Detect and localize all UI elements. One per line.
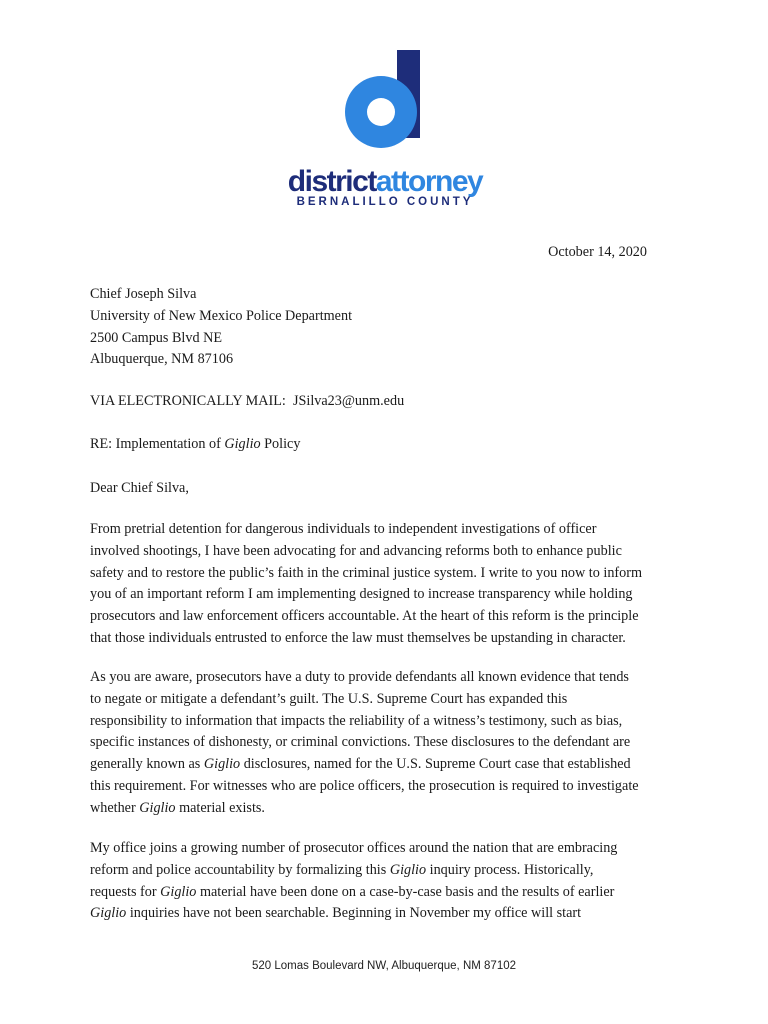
recipient-city: Albuquerque, NM 87106 bbox=[90, 351, 234, 368]
paragraph-line: involved shootings, I have been advocating for and advancing reforms both to enhance public bbox=[90, 542, 622, 559]
paragraph-line: prosecutors and law enforcement officers accountable. At the heart of this reform is the principle bbox=[90, 608, 639, 625]
delivery-label: VIA ELECTRONICALLY MAIL: bbox=[90, 393, 286, 409]
paragraph-line: Giglio inquiries have not been searchable. Beginning in November my office will start bbox=[90, 905, 582, 922]
recipient-name: Chief Joseph Silva bbox=[90, 286, 197, 302]
paragraph-line: you of an important reform I am implementing designed to increase transparency while holding bbox=[90, 586, 633, 603]
paragraph-line: From pretrial detention for dangerous individuals to independent investigations of officer bbox=[90, 521, 597, 537]
recipient-organization: University of New Mexico Police Department bbox=[90, 307, 353, 324]
paragraph-line: reform and police accountability by formalizing this Giglio inquiry process. Historically, bbox=[90, 861, 594, 878]
delivery-line bbox=[90, 391, 404, 413]
salutation: Dear Chief Silva, bbox=[90, 480, 189, 496]
paragraph-line: that those individuals entrusted to enforce the law must themselves be upstanding in character. bbox=[90, 629, 626, 646]
paragraph-line: safety and to restore the public’s faith in the criminal justice system. I write to you now to inform bbox=[90, 564, 643, 581]
subject-line: RE: Implementation of Giglio Policy bbox=[90, 436, 301, 452]
footer-address: 520 Lomas Boulevard NW, Albuquerque, NM 87102 bbox=[251, 960, 517, 972]
paragraph-line: generally known as Giglio disclosures, named for the U.S. Supreme Court case that established bbox=[90, 756, 631, 773]
body-paragraph-2 bbox=[90, 667, 690, 820]
recipient-email: JSilva23@unm.edu bbox=[292, 393, 405, 409]
paragraph-line: My office joins a growing number of prosecutor offices around the nation that are embracing bbox=[90, 840, 618, 856]
district-attorney-logo bbox=[280, 50, 490, 215]
logo-wordmark: districtattorney bbox=[287, 165, 483, 198]
recipient-address bbox=[90, 284, 680, 371]
logo-county-name: BERNALILLO COUNTY bbox=[296, 196, 474, 208]
paragraph-line: responsibility to information that impacts the reliability of a witness’s testimony, such as bias, bbox=[90, 712, 623, 729]
paragraph-line: specific instances of dishonesty, or criminal convictions. These disclosures to the defendant are bbox=[90, 734, 631, 751]
paragraph-line: whether Giglio material exists. bbox=[90, 799, 265, 816]
recipient-street: 2500 Campus Blvd NE bbox=[90, 329, 223, 346]
paragraph-line: requests for Giglio material have been done on a case-by-case basis and the results of earlier bbox=[90, 883, 615, 900]
logo-d-mark-icon bbox=[343, 50, 427, 162]
paragraph-line: this requirement. For witnesses who are police officers, the prosecution is required to investigate bbox=[90, 777, 639, 794]
paragraph-line: to negate or mitigate a defendant’s guilt. The U.S. Supreme Court has expanded this bbox=[90, 690, 568, 707]
paragraph-line: As you are aware, prosecutors have a duty to provide defendants all known evidence that tends bbox=[90, 669, 629, 685]
body-paragraph-3 bbox=[90, 838, 690, 925]
body-paragraph-1 bbox=[90, 519, 690, 650]
letter-date: October 14, 2020 bbox=[548, 244, 647, 260]
